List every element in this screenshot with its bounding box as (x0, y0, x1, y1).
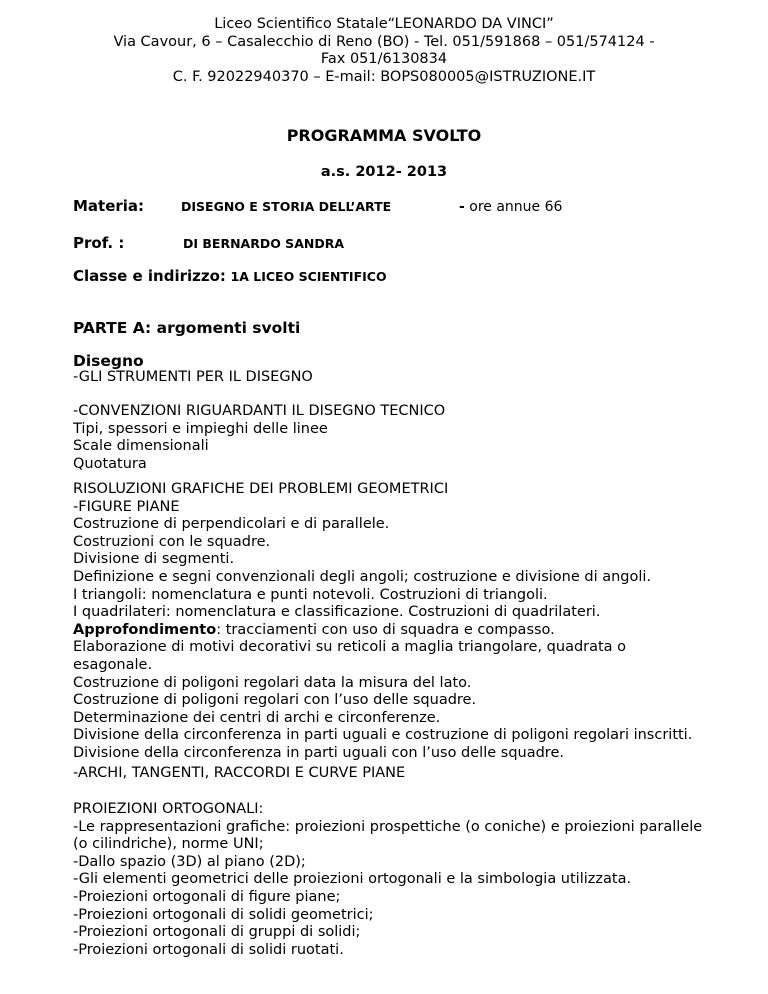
materia-hours-dash: - (459, 199, 465, 215)
school-fax: Fax 051/6130834 (320, 51, 448, 68)
proiezioni-line: -Dallo spazio (3D) al piano (2D); (73, 853, 306, 870)
school-header (40, 16, 728, 86)
materia-hours (459, 199, 562, 217)
proiezioni-line: -Proiezioni ortogonali di figure piane; (73, 888, 341, 905)
strumenti-block (73, 369, 733, 387)
materia-row (73, 198, 562, 217)
archi-block (73, 765, 733, 783)
approfondimento-label: Approfondimento (73, 621, 217, 638)
risoluzioni-line: Divisione della circonferenza in parti uguali e costruzione di poligoni regolari inscritti. (73, 727, 693, 744)
convenzioni-line: Quotatura (73, 455, 147, 472)
proiezioni-line: -Gli elementi geometrici delle proiezioni ortogonali e la simbologia utilizzata. (73, 871, 632, 888)
archi-item: -ARCHI, TANGENTI, RACCORDI E CURVE PIANE (73, 765, 406, 781)
risoluzioni-line: Elaborazione di motivi decorativi su reticoli a maglia triangolare, quadrata o (73, 639, 627, 656)
proiezioni-line: -Proiezioni ortogonali di solidi geometrici; (73, 906, 374, 923)
school-year: a.s. 2012- 2013 (320, 164, 448, 180)
prof-label: Prof. : (73, 234, 125, 252)
materia-value: DISEGNO E STORIA DELL’ARTE (181, 199, 392, 214)
risoluzioni-line: Costruzione di perpendicolari e di parallele. (73, 516, 390, 533)
risoluzioni-line: Costruzione di poligoni regolari data la misura del lato. (73, 674, 472, 691)
proiezioni-line: -Le rappresentazioni grafiche: proiezioni prospettiche (o coniche) e proiezioni parallele (73, 818, 703, 835)
convenzioni-line: Tipi, spessori e impieghi delle linee (73, 420, 328, 437)
convenzioni-block (73, 403, 733, 473)
approfondimento-line (73, 622, 733, 640)
proiezioni-heading: PROIEZIONI ORTOGONALI: (73, 801, 264, 817)
risoluzioni-line: -FIGURE PIANE (73, 498, 180, 515)
proiezioni-block (73, 801, 733, 959)
materia-hours-text: ore annue 66 (464, 199, 563, 215)
prof-row (73, 235, 344, 254)
approfondimento-text: : tracciamenti con uso di squadra e compasso. (216, 621, 555, 638)
risoluzioni-line: I triangoli: nomenclatura e punti notevoli. Costruzioni di triangoli. (73, 586, 548, 603)
part-a-title: PARTE A: argomenti svolti (73, 319, 301, 337)
school-fiscal-email: C. F. 92022940370 – E-mail: BOPS080005@ISTRUZIONE.IT (172, 68, 596, 85)
risoluzioni-heading: RISOLUZIONI GRAFICHE DEI PROBLEMI GEOMETRICI (73, 481, 449, 497)
proiezioni-line: -Proiezioni ortogonali di gruppi di solidi; (73, 924, 361, 941)
proiezioni-line: -Proiezioni ortogonali di solidi ruotati. (73, 941, 344, 958)
risoluzioni-line: I quadrilateri: nomenclatura e classificazione. Costruzioni di quadrilateri. (73, 604, 601, 621)
school-address: Via Cavour, 6 – Casalecchio di Reno (BO) - Tel. 051/591868 – 051/574124 - (113, 33, 655, 50)
document-title: PROGRAMMA SVOLTO (286, 126, 482, 145)
risoluzioni-line: Costruzioni con le squadre. (73, 533, 271, 550)
risoluzioni-line: Divisione della circonferenza in parti uguali con l’uso delle squadre. (73, 744, 564, 761)
materia-label: Materia: (73, 197, 145, 215)
classe-row (73, 268, 387, 287)
strumenti-item: -GLI STRUMENTI PER IL DISEGNO (73, 369, 313, 385)
risoluzioni-line: esagonale. (73, 656, 153, 673)
risoluzioni-line: Determinazione dei centri di archi e circonferenze. (73, 709, 441, 726)
convenzioni-line: Scale dimensionali (73, 438, 209, 455)
school-name: Liceo Scientifico Statale“LEONARDO DA VINCI” (214, 16, 554, 32)
classe-value: 1A LICEO SCIENTIFICO (230, 269, 387, 284)
prof-value: DI BERNARDO SANDRA (183, 236, 344, 251)
classe-label: Classe e indirizzo: (73, 267, 226, 285)
proiezioni-line: (o cilindriche), norme UNI; (73, 836, 264, 853)
risoluzioni-line: Costruzione di poligoni regolari con l’uso delle squadre. (73, 692, 477, 709)
risoluzioni-line: Definizione e segni convenzionali degli angoli; costruzione e divisione di angoli. (73, 568, 652, 585)
risoluzioni-block (73, 481, 733, 763)
convenzioni-heading: -CONVENZIONI RIGUARDANTI IL DISEGNO TECNICO (73, 403, 446, 419)
risoluzioni-line: Divisione di segmenti. (73, 551, 235, 568)
subject-title: Disegno (73, 352, 144, 370)
